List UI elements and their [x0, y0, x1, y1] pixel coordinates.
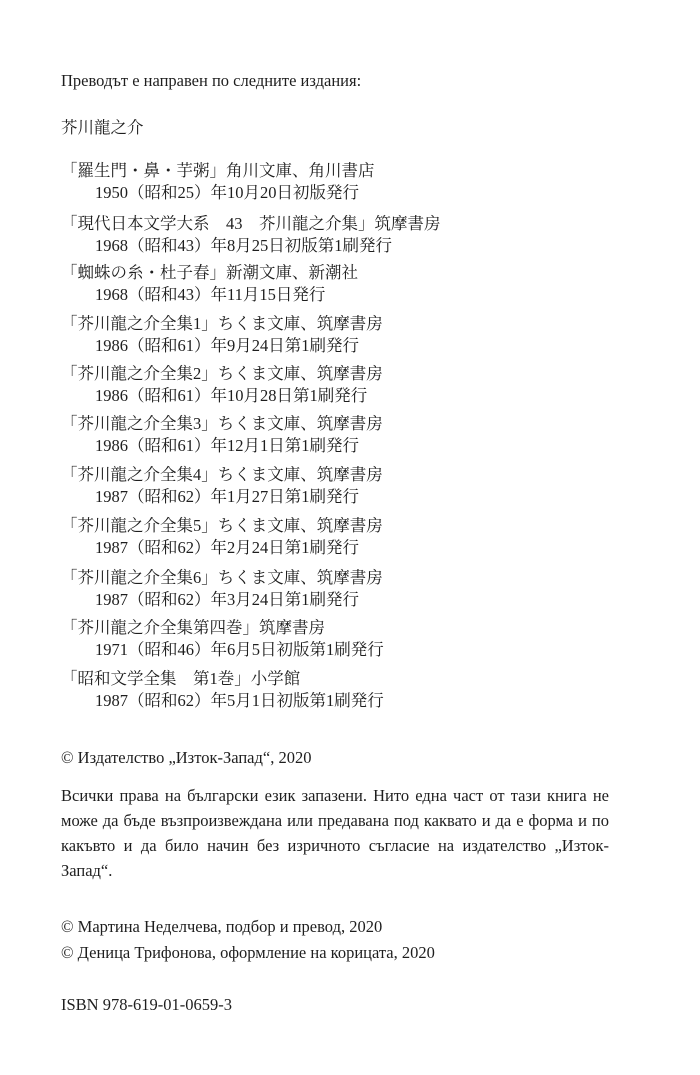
- edition-info: 1987（昭和62）年5月1日初版第1刷発行: [95, 691, 384, 710]
- edition-title: 「芥川龍之介全集1」ちくま文庫、筑摩書房: [61, 314, 383, 333]
- edition-info: 1971（昭和46）年6月5日初版第1刷発行: [95, 640, 384, 659]
- edition-title: 「昭和文学全集 第1巻」小学館: [61, 669, 301, 688]
- edition-title: 「現代日本文学大系 43 芥川龍之介集」筑摩書房: [61, 214, 441, 233]
- edition-title: 「芥川龍之介全集第四巻」筑摩書房: [61, 618, 325, 637]
- edition-title: 「蜘蛛の糸・杜子春」新潮文庫、新潮社: [61, 263, 358, 282]
- edition-title: 「芥川龍之介全集2」ちくま文庫、筑摩書房: [61, 364, 383, 383]
- edition-info: 1987（昭和62）年2月24日第1刷発行: [95, 538, 359, 557]
- edition-info: 1968（昭和43）年11月15日発行: [95, 285, 326, 304]
- edition-info: 1987（昭和62）年3月24日第1刷発行: [95, 590, 359, 609]
- edition-title: 「芥川龍之介全集4」ちくま文庫、筑摩書房: [61, 465, 383, 484]
- cover-copyright: © Деница Трифонова, оформление на корицата, 2020: [61, 943, 435, 962]
- rights-paragraph: Всички права на български език запазени. Нито една част от тази книга не може да бъде възпроизвеждана или предавана под каквато и да е форма и по какъвто и да било начин без изричното съгласие на издателство „Изток-Запад“.: [61, 786, 609, 880]
- edition-info: 1986（昭和61）年10月28日第1刷発行: [95, 386, 368, 405]
- author-name: 芥川龍之介: [61, 118, 144, 137]
- sources-header: Преводът е направен по следните издания:: [61, 71, 362, 90]
- edition-info: 1968（昭和43）年8月25日初版第1刷発行: [95, 236, 392, 255]
- edition-info: 1986（昭和61）年12月1日第1刷発行: [95, 436, 359, 455]
- edition-info: 1950（昭和25）年10月20日初版発行: [95, 183, 359, 202]
- isbn: ISBN 978-619-01-0659-3: [61, 995, 232, 1014]
- edition-info: 1987（昭和62）年1月27日第1刷発行: [95, 487, 359, 506]
- translator-copyright: © Мартина Неделчева, подбор и превод, 2020: [61, 917, 383, 936]
- edition-title: 「芥川龍之介全集6」ちくま文庫、筑摩書房: [61, 568, 383, 587]
- publisher-copyright: © Издателство „Изток-Запад“, 2020: [61, 748, 312, 767]
- edition-title: 「芥川龍之介全集3」ちくま文庫、筑摩書房: [61, 414, 383, 433]
- edition-title: 「羅生門・鼻・芋粥」角川文庫、角川書店: [61, 161, 375, 180]
- edition-title: 「芥川龍之介全集5」ちくま文庫、筑摩書房: [61, 516, 383, 535]
- edition-info: 1986（昭和61）年9月24日第1刷発行: [95, 336, 359, 355]
